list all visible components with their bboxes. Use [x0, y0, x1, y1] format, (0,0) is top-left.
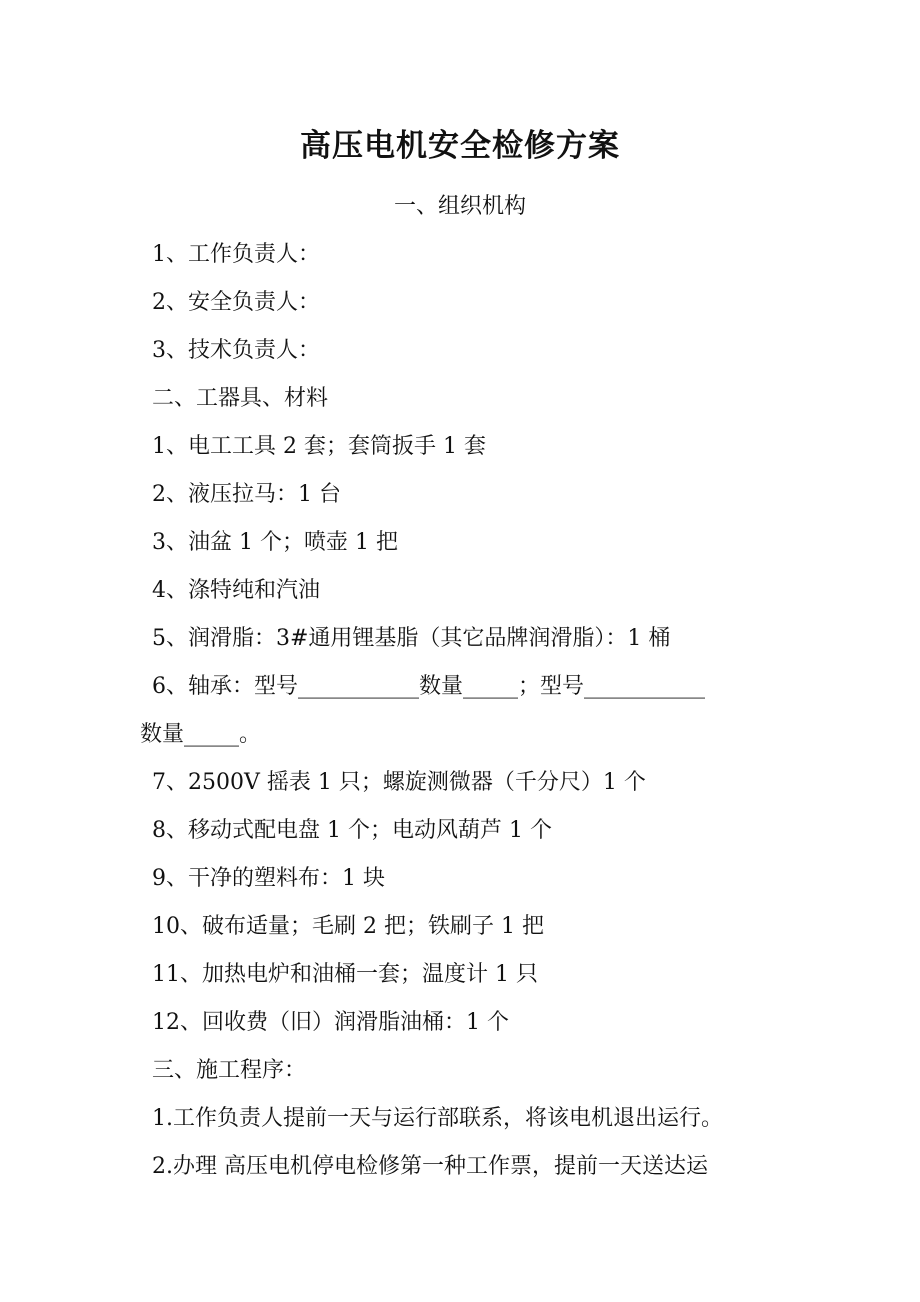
org-item-work-leader: 1、工作负责人：	[152, 242, 320, 267]
tool-item: 1、电工工具 2 套；套筒扳手 1 套	[152, 434, 486, 459]
tool-item: 5、润滑脂：3#通用锂基脂（其它品牌润滑脂）：1 桶	[152, 626, 671, 651]
tool-item: 2、液压拉马：1 台	[152, 482, 341, 507]
org-item-safety-leader: 2、安全负责人：	[152, 290, 320, 315]
document-title: 高压电机安全检修方案	[300, 128, 620, 164]
tool-item-bearing: 6、轴承：型号___________数量_____；型号___________	[152, 674, 705, 699]
section-heading-tools: 二、工器具、材料	[152, 386, 329, 411]
tool-item: 11、加热电炉和油桶一套；温度计 1 只	[152, 962, 538, 987]
procedure-step: 1.工作负责人提前一天与运行部联系，将该电机退出运行。	[152, 1106, 723, 1131]
tool-item: 9、干净的塑料布：1 块	[152, 866, 385, 891]
org-item-tech-leader: 3、技术负责人：	[152, 338, 320, 363]
tool-item: 7、2500V 摇表 1 只；螺旋测微器（千分尺）1 个	[152, 770, 646, 795]
tool-item: 8、移动式配电盘 1 个；电动风葫芦 1 个	[152, 818, 552, 843]
tool-item: 3、油盆 1 个；喷壶 1 把	[152, 530, 398, 555]
tool-item: 10、破布适量；毛刷 2 把；铁刷子 1 把	[152, 914, 544, 939]
tool-item: 4、涤特纯和汽油	[152, 578, 320, 603]
section-heading-organization: 一、组织机构	[393, 194, 526, 219]
tool-item: 12、回收费（旧）润滑脂油桶：1 个	[152, 1010, 509, 1035]
section-heading-procedure: 三、施工程序：	[152, 1058, 307, 1083]
tool-item-bearing-continued: 数量_____。	[140, 722, 262, 747]
procedure-step: 2.办理 高压电机停电检修第一种工作票，提前一天送达运	[152, 1154, 708, 1179]
